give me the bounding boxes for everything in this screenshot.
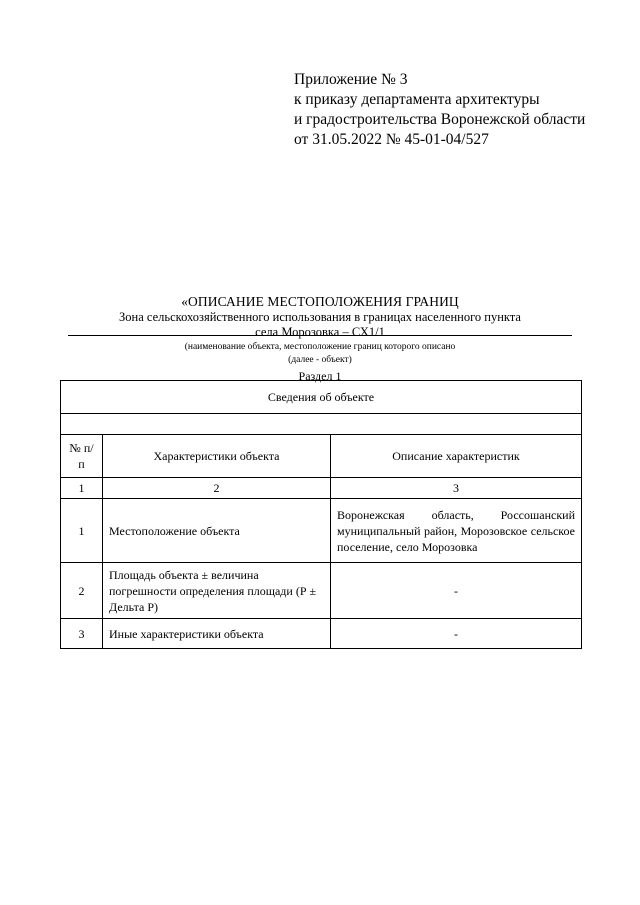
table-empty-row — [61, 414, 582, 435]
object-hint-line-2: (далее - объект) — [288, 355, 352, 365]
document-title: «ОПИСАНИЕ МЕСТОПОЛОЖЕНИЯ ГРАНИЦ — [181, 294, 459, 309]
row-characteristic: Площадь объекта ± величина погрешности определения площади (Р ± Дельта Р) — [103, 563, 331, 619]
appendix-order-line: к приказу департамента архитектуры — [294, 91, 540, 108]
appendix-date-line: от 31.05.2022 № 45-01-04/527 — [294, 131, 489, 148]
object-name-underline — [68, 335, 572, 336]
header-characteristic: Характеристики объекта — [103, 435, 331, 478]
object-info-table — [60, 380, 582, 649]
object-hint-line-1: (наименование объекта, местоположение границ которого описано — [184, 342, 456, 352]
appendix-number: Приложение № 3 — [294, 71, 408, 88]
row-characteristic: Местоположение объекта — [103, 499, 331, 563]
row-num: 1 — [61, 499, 103, 563]
document-title-block — [68, 293, 572, 383]
header-num: № п/п — [61, 435, 103, 478]
table-row — [61, 619, 582, 649]
appendix-department-line: и градостроительства Воронежской области — [294, 111, 586, 128]
row-num: 3 — [61, 619, 103, 649]
row-description: - — [331, 563, 582, 619]
table-caption: Сведения об объекте — [61, 381, 582, 414]
object-name-line-2: села Морозовка – СХ1/1 — [255, 325, 385, 339]
section-label: Раздел 1 — [298, 369, 342, 383]
row-num: 2 — [61, 563, 103, 619]
row-description: Воронежская область, Россошанский муниципальный район, Морозовское сельское поселение, село Морозовка — [331, 499, 582, 563]
column-number-2: 2 — [103, 478, 331, 499]
table-row — [61, 499, 582, 563]
table-header-row — [61, 435, 582, 478]
appendix-header — [294, 70, 624, 150]
table-empty-cell — [61, 414, 582, 435]
column-number-1: 1 — [61, 478, 103, 499]
header-description: Описание характеристик — [331, 435, 582, 478]
column-number-3: 3 — [331, 478, 582, 499]
column-number-row — [61, 478, 582, 499]
table-caption-row — [61, 381, 582, 414]
object-name-line-1: Зона сельскохозяйственного использования в границах населенного пункта — [119, 310, 521, 324]
row-characteristic: Иные характеристики объекта — [103, 619, 331, 649]
table-row — [61, 563, 582, 619]
row-description: - — [331, 619, 582, 649]
